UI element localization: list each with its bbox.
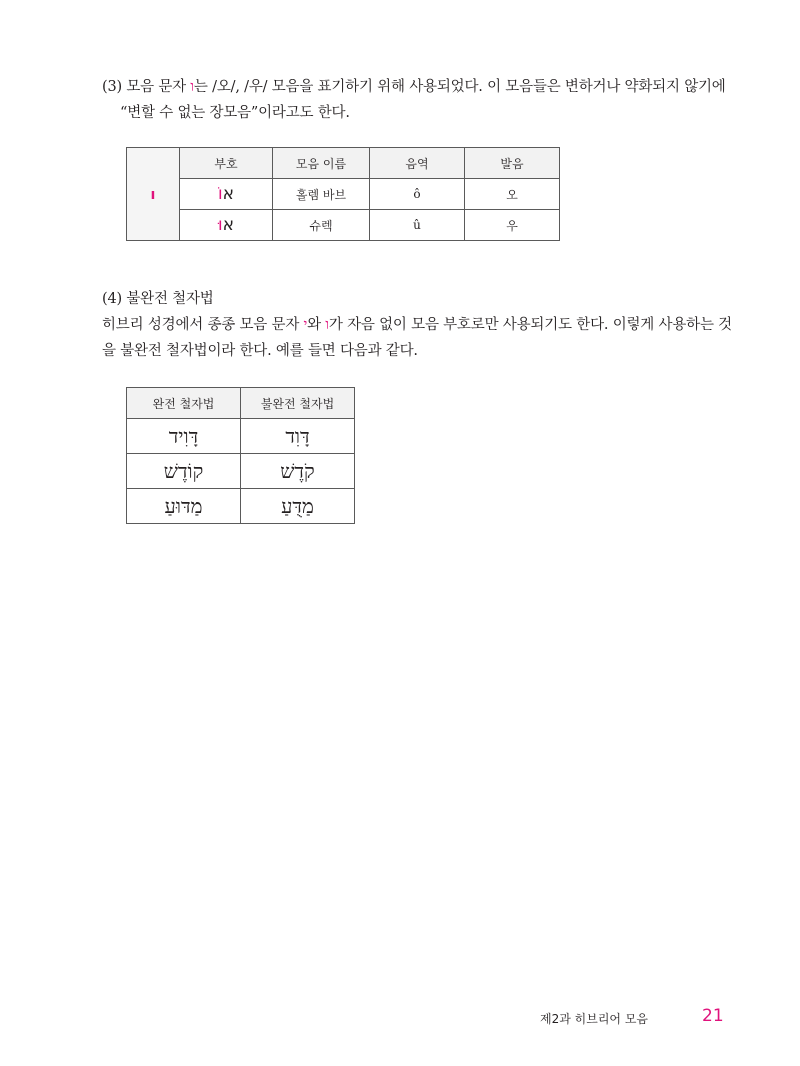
shureq-sign — [180, 210, 273, 241]
alef-letter: א — [222, 215, 234, 235]
section-4-text-start: 히브리 성경에서 종종 모음 문자 — [102, 317, 304, 333]
header-full-spelling: 완전 철자법 — [127, 388, 241, 419]
holem-vav-sign — [180, 179, 273, 210]
full-spelling-word: קוֹדֶשׁ — [127, 454, 241, 489]
table-row — [127, 210, 560, 241]
spelling-table-header-row — [127, 388, 355, 419]
vowel-letter-table — [126, 147, 560, 241]
yod-letter: י — [303, 317, 308, 333]
page-number: 21 — [702, 1006, 724, 1026]
pronunciation: 오 — [465, 179, 560, 210]
defective-spelling-word: קֹדֶשׁ — [241, 454, 355, 489]
section-4-paragraph — [102, 312, 732, 364]
table-row — [127, 489, 355, 524]
header-pronunciation: 발음 — [465, 148, 560, 179]
vowel-name: 홀렘 바브 — [273, 179, 370, 210]
full-spelling-word: דָּוִיד — [127, 419, 241, 454]
section-3-second-line: “변할 수 없는 장모음”이라고도 한다. — [120, 105, 350, 121]
spelling-table — [126, 387, 355, 524]
header-defective-spelling: 불완전 철자법 — [241, 388, 355, 419]
header-sign: 부호 — [180, 148, 273, 179]
section-4-heading: (4) 불완전 철자법 — [102, 291, 214, 307]
running-footer: 제2과 히브리어 모음 — [540, 1012, 649, 1026]
full-spelling-word: מַדּוּעַ — [127, 489, 241, 524]
vav-letter: ו — [190, 79, 194, 95]
shureq-mark: וּ — [217, 215, 223, 235]
table-row — [127, 454, 355, 489]
section-3-text-rest: 는 /오/, /우/ 모음을 표기하기 위해 사용되었다. 이 모음들은 변하거나 약화되지 않기에 — [193, 79, 726, 95]
alef-letter: א — [222, 184, 234, 204]
defective-spelling-word: מַדֻּעַ — [241, 489, 355, 524]
section-4-text-mid: 와 — [307, 317, 326, 333]
vav-letter: ו — [325, 317, 329, 333]
header-vowel-name: 모음 이름 — [273, 148, 370, 179]
header-transliteration: 음역 — [370, 148, 465, 179]
table-row — [127, 419, 355, 454]
table-row — [127, 179, 560, 210]
vowel-letter-cell: ו — [127, 148, 180, 241]
transliteration: ô — [370, 179, 465, 210]
section-3-text-start: (3) 모음 문자 — [102, 79, 191, 95]
defective-spelling-word: דָּוִד — [241, 419, 355, 454]
section-3-paragraph — [102, 74, 732, 126]
holem-vav-mark: וֹ — [217, 184, 223, 204]
vowel-name: 슈렉 — [273, 210, 370, 241]
vowel-table-header-row — [127, 148, 560, 179]
transliteration: û — [370, 210, 465, 241]
pronunciation: 우 — [465, 210, 560, 241]
section-4-text-rest: 가 자음 없이 모음 부호로만 사용되기도 한다. 이렇게 사용하는 것을 불완전 철자법이라 한다. 예를 들면 다음과 같다. — [102, 317, 732, 359]
